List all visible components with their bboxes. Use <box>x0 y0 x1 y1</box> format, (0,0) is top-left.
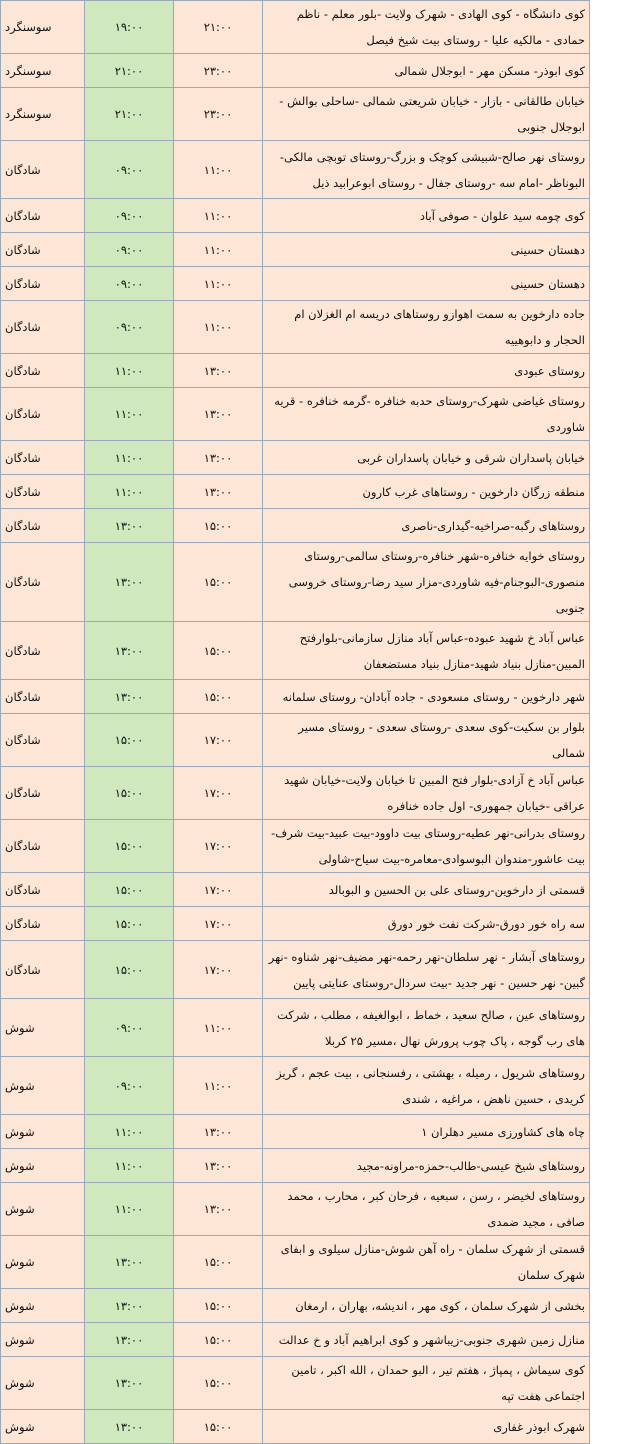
table-row <box>1 680 590 714</box>
end-time-cell: ۱۵:۰۰ <box>174 622 263 680</box>
area-cell: بخشی از شهرک سلمان ، کوی مهر ، اندیشه، بهاران ، ارمغان <box>263 1289 590 1323</box>
table-row <box>1 1057 590 1115</box>
area-cell: خیابان پاسداران شرقی و خیابان پاسداران غربی <box>263 441 590 475</box>
city-cell: شادگان <box>1 267 85 301</box>
table-row <box>1 141 590 199</box>
city-cell: شادگان <box>1 820 85 873</box>
end-time-cell: ۱۳:۰۰ <box>174 1183 263 1236</box>
start-time-cell: ۰۹:۰۰ <box>85 199 174 233</box>
end-time-cell: ۲۳:۰۰ <box>174 88 263 141</box>
area-cell: دهستان حسینی <box>263 233 590 267</box>
city-cell: شادگان <box>1 388 85 441</box>
start-time-cell: ۱۳:۰۰ <box>85 1357 174 1410</box>
start-time-cell: ۱۱:۰۰ <box>85 1183 174 1236</box>
area-cell: کوی دانشگاه - کوی الهادی - شهرک ولایت -بلور معلم - ناظم حمادی - مالکیه علیا - روستای بیت شیخ فیصل <box>263 1 590 54</box>
table-row <box>1 233 590 267</box>
end-time-cell: ۱۵:۰۰ <box>174 1357 263 1410</box>
city-cell: شادگان <box>1 907 85 941</box>
area-cell: روستاهای رگبه-صراخیه-گیداری-ناصری <box>263 509 590 543</box>
city-cell: شوش <box>1 1357 85 1410</box>
start-time-cell: ۱۳:۰۰ <box>85 1289 174 1323</box>
end-time-cell: ۱۵:۰۰ <box>174 1323 263 1357</box>
table-row <box>1 1236 590 1289</box>
city-cell: شادگان <box>1 233 85 267</box>
area-cell: روستاهای شریول ، رمیله ، بهشتی ، رفسنجانی ، بیت عجم ، گریز کریدی ، حسین ناهض ، مراغیه ، شندی <box>263 1057 590 1115</box>
start-time-cell: ۰۹:۰۰ <box>85 1057 174 1115</box>
area-cell: روستای خوایه خنافره-شهر خنافره-روستای سالمی-روستای منصوری-البوجنام-فیه شاوردی-مزار سید رضا-روستای خروسی جنوبی <box>263 543 590 622</box>
table-row <box>1 1410 590 1444</box>
start-time-cell: ۱۵:۰۰ <box>85 714 174 767</box>
area-cell: جاده دارخوین به سمت اهوازو روستاهای دریسه ام الغزلان ام الحجار و دابوهییه <box>263 301 590 354</box>
end-time-cell: ۱۱:۰۰ <box>174 233 263 267</box>
end-time-cell: ۱۱:۰۰ <box>174 301 263 354</box>
end-time-cell: ۱۱:۰۰ <box>174 999 263 1057</box>
area-cell: منطقه زرگان دارخوین - روستاهای غرب کارون <box>263 475 590 509</box>
schedule-rows <box>1 1 590 1444</box>
table-row <box>1 388 590 441</box>
end-time-cell: ۱۳:۰۰ <box>174 441 263 475</box>
city-cell: شوش <box>1 1289 85 1323</box>
table-row <box>1 1357 590 1410</box>
start-time-cell: ۱۳:۰۰ <box>85 680 174 714</box>
table-row <box>1 543 590 622</box>
table-row <box>1 54 590 88</box>
area-cell: قسمتی از شهرک سلمان - راه آهن شوش-منازل سیلوی و ابفای شهرک سلمان <box>263 1236 590 1289</box>
area-cell: کوی چومه سید علوان - صوفی آباد <box>263 199 590 233</box>
city-cell: شوش <box>1 1149 85 1183</box>
city-cell: شوش <box>1 999 85 1057</box>
area-cell: روستای عبودی <box>263 354 590 388</box>
end-time-cell: ۱۳:۰۰ <box>174 475 263 509</box>
area-cell: قسمتی از دارخوین-روستای علی بن الحسین و البوبالد <box>263 873 590 907</box>
start-time-cell: ۰۹:۰۰ <box>85 999 174 1057</box>
area-cell: کوی ابوذر- مسکن مهر - ابوجلال شمالی <box>263 54 590 88</box>
area-cell: بلوار بن سکیت-کوی سعدی -روستای سعدی - روستای مسیر شمالی <box>263 714 590 767</box>
table-row <box>1 999 590 1057</box>
table-row <box>1 199 590 233</box>
area-cell: روستاهای عین ، صالح سعید ، خماط ، ابوالغیفه ، مطلب ، شرکت های رب گوجه ، پاک چوب پرورش نهال ،مسیر ۲۵ کربلا <box>263 999 590 1057</box>
area-cell: خیابان طالقانی - بازار - خیابان شریعتی شمالی -ساحلی بوالش - ابوجلال جنوبی <box>263 88 590 141</box>
area-cell: عباس آباد خ شهید عبوده-عباس آباد منازل سازمانی-بلوارفتح المبین-منازل بنیاد شهید-منازل بنیاد مستضعفان <box>263 622 590 680</box>
start-time-cell: ۱۵:۰۰ <box>85 941 174 999</box>
city-cell: شادگان <box>1 873 85 907</box>
end-time-cell: ۱۵:۰۰ <box>174 509 263 543</box>
start-time-cell: ۱۹:۰۰ <box>85 1 174 54</box>
city-cell: شادگان <box>1 622 85 680</box>
table-row <box>1 873 590 907</box>
city-cell: شوش <box>1 1236 85 1289</box>
end-time-cell: ۱۳:۰۰ <box>174 388 263 441</box>
city-cell: شادگان <box>1 199 85 233</box>
table-row <box>1 622 590 680</box>
end-time-cell: ۲۱:۰۰ <box>174 1 263 54</box>
city-cell: شادگان <box>1 475 85 509</box>
table-row <box>1 820 590 873</box>
end-time-cell: ۱۵:۰۰ <box>174 543 263 622</box>
start-time-cell: ۱۱:۰۰ <box>85 1149 174 1183</box>
table-row <box>1 1323 590 1357</box>
table-row <box>1 475 590 509</box>
start-time-cell: ۱۱:۰۰ <box>85 475 174 509</box>
end-time-cell: ۱۷:۰۰ <box>174 873 263 907</box>
end-time-cell: ۱۱:۰۰ <box>174 1057 263 1115</box>
start-time-cell: ۱۳:۰۰ <box>85 622 174 680</box>
city-cell: شادگان <box>1 441 85 475</box>
start-time-cell: ۱۵:۰۰ <box>85 907 174 941</box>
start-time-cell: ۱۳:۰۰ <box>85 543 174 622</box>
start-time-cell: ۱۵:۰۰ <box>85 873 174 907</box>
start-time-cell: ۲۱:۰۰ <box>85 54 174 88</box>
table-row <box>1 941 590 999</box>
city-cell: سوسنگرد <box>1 88 85 141</box>
city-cell: شوش <box>1 1323 85 1357</box>
table-row <box>1 1115 590 1149</box>
start-time-cell: ۱۵:۰۰ <box>85 820 174 873</box>
start-time-cell: ۱۱:۰۰ <box>85 441 174 475</box>
city-cell: شادگان <box>1 941 85 999</box>
end-time-cell: ۱۷:۰۰ <box>174 820 263 873</box>
end-time-cell: ۱۱:۰۰ <box>174 199 263 233</box>
end-time-cell: ۱۷:۰۰ <box>174 767 263 820</box>
area-cell: روستاهای لخیضر ، رسن ، سبعیه ، فرحان کبر ، محارب ، محمد صافی ، مجید ضمدی <box>263 1183 590 1236</box>
start-time-cell: ۰۹:۰۰ <box>85 301 174 354</box>
end-time-cell: ۱۷:۰۰ <box>174 941 263 999</box>
city-cell: سوسنگرد <box>1 1 85 54</box>
city-cell: شادگان <box>1 354 85 388</box>
area-cell: روستای نهر صالح-شبیشی کوچک و بزرگ-روستای توبچی مالکی-البوناظر -امام سه -روستای جفال - روستای ابوعرابید ذیل <box>263 141 590 199</box>
area-cell: سه راه خور دورق-شرکت نفت خور دورق <box>263 907 590 941</box>
table-row <box>1 88 590 141</box>
end-time-cell: ۲۳:۰۰ <box>174 54 263 88</box>
table-row <box>1 509 590 543</box>
end-time-cell: ۱۳:۰۰ <box>174 354 263 388</box>
start-time-cell: ۰۹:۰۰ <box>85 233 174 267</box>
start-time-cell: ۱۱:۰۰ <box>85 354 174 388</box>
start-time-cell: ۱۵:۰۰ <box>85 767 174 820</box>
end-time-cell: ۱۱:۰۰ <box>174 141 263 199</box>
table-row <box>1 1 590 54</box>
city-cell: شادگان <box>1 509 85 543</box>
city-cell: شوش <box>1 1183 85 1236</box>
area-cell: روستای غیاضی شهرک-روستای حدبه خنافره -گرمه خنافره - قریه شاوردی <box>263 388 590 441</box>
table-row <box>1 1149 590 1183</box>
start-time-cell: ۱۳:۰۰ <box>85 1323 174 1357</box>
area-cell: روستای بدرانی-نهر عطیه-روستای بیت داوود-بیت عبید-بیت شرف-بیت عاشور-مندوان البوسوادی-معامره-بیت سیاح-شاولی <box>263 820 590 873</box>
end-time-cell: ۱۳:۰۰ <box>174 1149 263 1183</box>
start-time-cell: ۱۳:۰۰ <box>85 1236 174 1289</box>
area-cell: چاه های کشاورزی مسیر دهلران ۱ <box>263 1115 590 1149</box>
area-cell: روستاهای آبشار - نهر سلطان-نهر رحمه-نهر مضیف-نهر شناوه -نهر گبین- نهر حسین - نهر جدید -بیت سردال-روستای عنایتی پایین <box>263 941 590 999</box>
start-time-cell: ۰۹:۰۰ <box>85 267 174 301</box>
start-time-cell: ۱۳:۰۰ <box>85 509 174 543</box>
table-row <box>1 714 590 767</box>
end-time-cell: ۱۷:۰۰ <box>174 907 263 941</box>
area-cell: کوی سیماش ، پمپاژ ، هفتم تیر ، البو حمدان ، الله اکبر ، تامین اجتماعی هفت تپه <box>263 1357 590 1410</box>
city-cell: شوش <box>1 1115 85 1149</box>
end-time-cell: ۱۳:۰۰ <box>174 1115 263 1149</box>
start-time-cell: ۱۱:۰۰ <box>85 388 174 441</box>
area-cell: دهستان حسینی <box>263 267 590 301</box>
city-cell: شادگان <box>1 141 85 199</box>
city-cell: سوسنگرد <box>1 54 85 88</box>
area-cell: روستاهای شیخ عیسی-طالب-حمزه-مراونه-مجید <box>263 1149 590 1183</box>
table-row <box>1 907 590 941</box>
end-time-cell: ۱۵:۰۰ <box>174 1289 263 1323</box>
table-row <box>1 354 590 388</box>
start-time-cell: ۲۱:۰۰ <box>85 88 174 141</box>
table-row <box>1 767 590 820</box>
area-cell: منازل زمین شهری جنوبی-زیباشهر و کوی ابراهیم آباد و خ عدالت <box>263 1323 590 1357</box>
city-cell: شادگان <box>1 680 85 714</box>
city-cell: شادگان <box>1 543 85 622</box>
table-row <box>1 441 590 475</box>
table-row <box>1 1289 590 1323</box>
end-time-cell: ۱۵:۰۰ <box>174 1410 263 1444</box>
start-time-cell: ۰۹:۰۰ <box>85 141 174 199</box>
table-row <box>1 267 590 301</box>
city-cell: شادگان <box>1 714 85 767</box>
city-cell: شوش <box>1 1410 85 1444</box>
end-time-cell: ۱۵:۰۰ <box>174 680 263 714</box>
start-time-cell: ۱۳:۰۰ <box>85 1410 174 1444</box>
city-cell: شوش <box>1 1057 85 1115</box>
area-cell: عباس آباد خ آزادی-بلوار فتح المبین تا خیابان ولایت-خیابان شهید عراقی -خیابان جمهوری- اول جاده خنافره <box>263 767 590 820</box>
area-cell: شهرک ابوذر غفاری <box>263 1410 590 1444</box>
end-time-cell: ۱۵:۰۰ <box>174 1236 263 1289</box>
end-time-cell: ۱۷:۰۰ <box>174 714 263 767</box>
city-cell: شادگان <box>1 767 85 820</box>
area-cell: شهر دارخوین - روستای مسعودی - جاده آبادان- روستای سلمانه <box>263 680 590 714</box>
end-time-cell: ۱۱:۰۰ <box>174 267 263 301</box>
table-row <box>1 301 590 354</box>
table-row <box>1 1183 590 1236</box>
start-time-cell: ۱۱:۰۰ <box>85 1115 174 1149</box>
city-cell: شادگان <box>1 301 85 354</box>
